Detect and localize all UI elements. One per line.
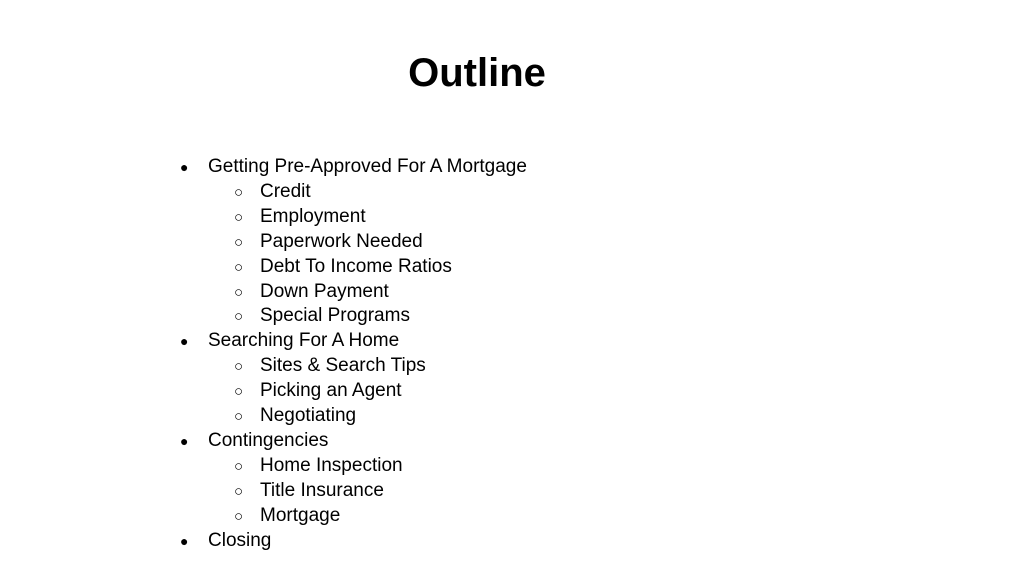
outline-subitem [180,230,527,255]
hollow-bullet-icon: ○ [234,283,244,301]
hollow-bullet-icon: ○ [234,383,244,401]
outline-subitem [180,280,527,305]
hollow-bullet-icon: ○ [234,408,244,426]
outline-item [180,329,527,354]
outline-subitem-label: Home Inspection [260,454,403,476]
outline-item [180,429,527,454]
hollow-bullet-icon: ○ [234,183,244,201]
outline-subitem-label: Picking an Agent [260,380,402,402]
outline-subitem-label: Title Insurance [260,479,384,501]
hollow-bullet-icon: ○ [234,233,244,251]
filled-bullet-icon: ● [180,432,189,449]
hollow-bullet-icon: ○ [234,457,244,475]
outline-subitem [180,504,527,529]
outline-subitem [180,304,527,329]
hollow-bullet-icon: ○ [234,507,244,525]
filled-bullet-icon: ● [180,159,189,175]
outline-item-label: Searching For A Home [208,330,400,352]
outline-subitem [180,180,527,205]
filled-bullet-icon: ● [180,532,189,549]
outline-item-label: Contingencies [208,429,329,451]
hollow-bullet-icon: ○ [234,358,244,376]
hollow-bullet-icon: ○ [234,208,244,226]
outline-item [180,529,527,554]
outline-subitem-label: Sites & Search Tips [260,355,426,377]
outline-subitem [180,379,527,404]
outline-subitem [180,479,527,504]
outline-subitem-label: Debt To Income Ratios [260,255,452,277]
outline-subitem [180,205,527,230]
outline-subitem-label: Special Programs [260,305,410,327]
outline-subitem [180,255,527,280]
hollow-bullet-icon: ○ [234,258,244,276]
hollow-bullet-icon: ○ [234,308,244,326]
outline-item-label: Getting Pre-Approved For A Mortgage [208,156,527,177]
slide-title: Outline [408,51,546,95]
outline-list [180,155,527,554]
outline-subitem-label: Paperwork Needed [260,230,423,252]
outline-subitem-label: Mortgage [260,504,341,526]
outline-subitem-label: Employment [260,205,366,227]
filled-bullet-icon: ● [180,333,189,350]
outline-subitem-label: Negotiating [260,405,357,427]
outline-item-label: Closing [208,529,272,551]
outline-item [180,155,527,180]
outline-subitem-label: Credit [260,180,311,202]
outline-subitem [180,354,527,379]
hollow-bullet-icon: ○ [234,482,244,500]
outline-subitem-label: Down Payment [260,280,389,302]
outline-subitem [180,454,527,479]
outline-subitem [180,404,527,429]
